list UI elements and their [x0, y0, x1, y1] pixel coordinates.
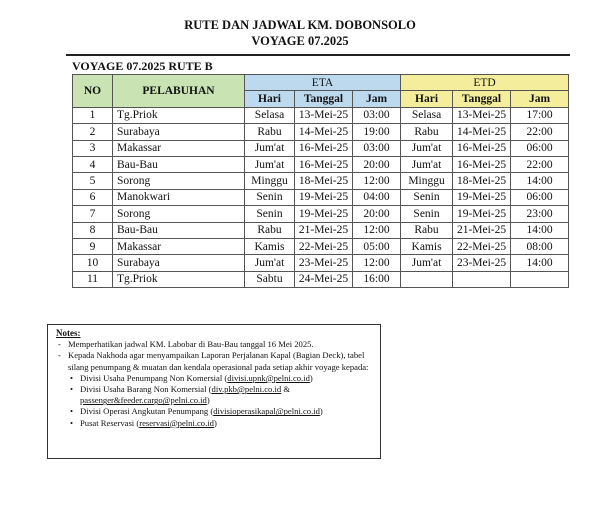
row-eta-time-cell: 12:00: [353, 255, 401, 271]
header-etd: ETD: [401, 75, 569, 91]
row-etd-time-cell: 08:00: [511, 238, 569, 254]
table-row: [73, 140, 569, 156]
row-port-cell: Sorong: [113, 173, 245, 189]
row-etd-time-cell: 06:00: [511, 189, 569, 205]
row-etd-day-cell: Minggu: [401, 173, 453, 189]
row-etd-day-cell: Rabu: [401, 222, 453, 238]
row-eta-day-cell: Jum'at: [245, 140, 295, 156]
row-port-cell: Tg.Priok: [113, 271, 245, 287]
row-eta-time-cell: 12:00: [353, 173, 401, 189]
row-no-cell: 9: [73, 238, 113, 254]
row-eta-day-cell: Kamis: [245, 238, 295, 254]
row-port-cell: Sorong: [113, 206, 245, 222]
row-eta-date-cell: 24-Mei-25: [295, 271, 353, 287]
bullet-marker: •: [70, 417, 74, 428]
row-eta-date-cell: 22-Mei-25: [295, 238, 353, 254]
schedule-table: [72, 74, 569, 288]
row-no-cell: 1: [73, 107, 113, 123]
row-eta-day-cell: Sabtu: [245, 271, 295, 287]
row-etd-date-cell: 16-Mei-25: [453, 156, 511, 172]
row-eta-date-cell: 21-Mei-25: [295, 222, 353, 238]
row-eta-time-cell: 16:00: [353, 271, 401, 287]
email-link[interactable]: reservasi@pelni.co.id: [139, 417, 214, 428]
header-eta-day: Hari: [245, 91, 295, 107]
row-eta-day-cell: Rabu: [245, 222, 295, 238]
row-port-cell: Tg.Priok: [113, 107, 245, 123]
row-eta-time-cell: 12:00: [353, 222, 401, 238]
and-text: &: [281, 384, 291, 395]
row-eta-date-cell: 13-Mei-25: [295, 107, 353, 123]
row-etd-day-cell: Senin: [401, 189, 453, 205]
row-eta-time-cell: 20:00: [353, 206, 401, 222]
header-eta-time: Jam: [353, 91, 401, 107]
contact-item: [56, 384, 372, 406]
row-etd-date-cell: 16-Mei-25: [453, 140, 511, 156]
table-row: [73, 124, 569, 140]
row-etd-time-cell: 14:00: [511, 222, 569, 238]
row-eta-date-cell: 19-Mei-25: [295, 189, 353, 205]
header-port: PELABUHAN: [113, 75, 245, 108]
close-paren: ): [213, 417, 217, 428]
row-etd-date-cell: 22-Mei-25: [453, 238, 511, 254]
row-etd-time-cell: 14:00: [511, 173, 569, 189]
note-item: [56, 350, 372, 372]
row-etd-time-cell: 22:00: [511, 124, 569, 140]
row-etd-day-cell: Kamis: [401, 238, 453, 254]
bullet-marker: •: [70, 372, 74, 383]
row-etd-time-cell: 06:00: [511, 140, 569, 156]
row-etd-day-cell: Rabu: [401, 124, 453, 140]
row-eta-day-cell: Minggu: [245, 173, 295, 189]
row-port-cell: Makassar: [113, 140, 245, 156]
row-etd-date-cell: 21-Mei-25: [453, 222, 511, 238]
row-eta-date-cell: 16-Mei-25: [295, 140, 353, 156]
row-port-cell: Bau-Bau: [113, 222, 245, 238]
email-link[interactable]: div.pkb@pelni.co.id: [211, 384, 282, 395]
contact-label: Divisi Usaha Barang Non Komersial (: [80, 384, 212, 395]
table-row: [73, 107, 569, 123]
email-link[interactable]: passenger&feeder.cargo@pelni.co.id: [80, 395, 207, 406]
table-row: [73, 271, 569, 287]
row-etd-time-cell: 23:00: [511, 206, 569, 222]
voyage-route-label: VOYAGE 07.2025 RUTE B: [72, 59, 213, 73]
row-port-cell: Surabaya: [113, 255, 245, 271]
note-item: [56, 339, 372, 350]
row-eta-date-cell: 16-Mei-25: [295, 156, 353, 172]
table-row: [73, 222, 569, 238]
email-link[interactable]: divisi.upnk@pelni.co.id: [227, 372, 310, 383]
row-no-cell: 7: [73, 206, 113, 222]
row-etd-day-cell: Jum'at: [401, 140, 453, 156]
row-no-cell: 3: [73, 140, 113, 156]
table-row: [73, 173, 569, 189]
row-port-cell: Manokwari: [113, 189, 245, 205]
notes-box: [47, 324, 381, 459]
row-eta-time-cell: 03:00: [353, 140, 401, 156]
note-text: Memperhatikan jadwal KM. Labobar di Bau-Bau tanggal 16 Mei 2025.: [68, 339, 314, 350]
row-eta-date-cell: 14-Mei-25: [295, 124, 353, 140]
table-row: [73, 255, 569, 271]
row-eta-date-cell: 19-Mei-25: [295, 206, 353, 222]
row-etd-date-cell: 13-Mei-25: [453, 107, 511, 123]
header-etd-time: Jam: [511, 91, 569, 107]
bullet-marker: •: [70, 406, 74, 417]
row-etd-date-cell: 18-Mei-25: [453, 173, 511, 189]
contact-label: Divisi Operasi Angkutan Penumpang (: [80, 406, 214, 417]
header-eta: ETA: [245, 75, 401, 91]
row-etd-date-cell: 19-Mei-25: [453, 189, 511, 205]
close-paren: ): [206, 395, 210, 406]
table-row: [73, 206, 569, 222]
row-etd-date-cell: [453, 271, 511, 287]
contact-label: Divisi Usaha Penumpang Non Komersial (: [80, 372, 228, 383]
row-etd-day-cell: Senin: [401, 206, 453, 222]
table-row: [73, 156, 569, 172]
row-eta-time-cell: 05:00: [353, 238, 401, 254]
row-etd-time-cell: 14:00: [511, 255, 569, 271]
row-eta-day-cell: Jum'at: [245, 156, 295, 172]
row-eta-day-cell: Senin: [245, 189, 295, 205]
close-paren: ): [319, 406, 323, 417]
contact-item: [56, 406, 372, 417]
header-eta-date: Tanggal: [295, 91, 353, 107]
row-eta-date-cell: 18-Mei-25: [295, 173, 353, 189]
contact-item: [56, 418, 372, 429]
row-eta-date-cell: 23-Mei-25: [295, 255, 353, 271]
row-eta-time-cell: 19:00: [353, 124, 401, 140]
dash-marker: -: [58, 339, 61, 350]
row-etd-date-cell: 14-Mei-25: [453, 124, 511, 140]
notes-heading: Notes:: [56, 328, 81, 338]
row-eta-day-cell: Senin: [245, 206, 295, 222]
row-etd-time-cell: [511, 271, 569, 287]
row-etd-time-cell: 17:00: [511, 107, 569, 123]
row-port-cell: Surabaya: [113, 124, 245, 140]
row-no-cell: 10: [73, 255, 113, 271]
table-row: [73, 238, 569, 254]
row-etd-day-cell: Jum'at: [401, 156, 453, 172]
header-etd-date: Tanggal: [453, 91, 511, 107]
email-link[interactable]: divisioperasikapal@pelni.co.id: [213, 406, 320, 417]
contact-label: Pusat Reservasi (: [80, 417, 140, 428]
row-eta-day-cell: Jum'at: [245, 255, 295, 271]
document-title: RUTE DAN JADWAL KM. DOBONSOLO: [184, 18, 416, 32]
row-no-cell: 8: [73, 222, 113, 238]
row-etd-day-cell: [401, 271, 453, 287]
row-eta-time-cell: 03:00: [353, 107, 401, 123]
document-subtitle: VOYAGE 07.2025: [251, 34, 349, 48]
row-no-cell: 4: [73, 156, 113, 172]
row-no-cell: 6: [73, 189, 113, 205]
row-eta-day-cell: Selasa: [245, 107, 295, 123]
header-etd-day: Hari: [401, 91, 453, 107]
row-no-cell: 2: [73, 124, 113, 140]
close-paren: ): [309, 372, 313, 383]
row-etd-time-cell: 22:00: [511, 156, 569, 172]
row-eta-time-cell: 20:00: [353, 156, 401, 172]
header-no: NO: [73, 75, 113, 108]
row-etd-day-cell: Jum'at: [401, 255, 453, 271]
table-row: [73, 189, 569, 205]
bullet-marker: •: [70, 384, 74, 395]
row-etd-day-cell: Selasa: [401, 107, 453, 123]
header-divider: [66, 54, 570, 56]
note-text: Kepada Nakhoda agar menyampaikan Laporan Perjalanan Kapal (Bagian Deck), tabel silang penumpang & muatan dan kendala operasional pada setiap akhir voyage kepada:: [68, 350, 369, 372]
row-port-cell: Bau-Bau: [113, 156, 245, 172]
row-port-cell: Makassar: [113, 238, 245, 254]
row-eta-day-cell: Rabu: [245, 124, 295, 140]
row-etd-date-cell: 19-Mei-25: [453, 206, 511, 222]
dash-marker: -: [58, 350, 61, 361]
contact-item: [56, 373, 372, 384]
row-no-cell: 11: [73, 271, 113, 287]
row-etd-date-cell: 23-Mei-25: [453, 255, 511, 271]
row-no-cell: 5: [73, 173, 113, 189]
row-eta-time-cell: 04:00: [353, 189, 401, 205]
